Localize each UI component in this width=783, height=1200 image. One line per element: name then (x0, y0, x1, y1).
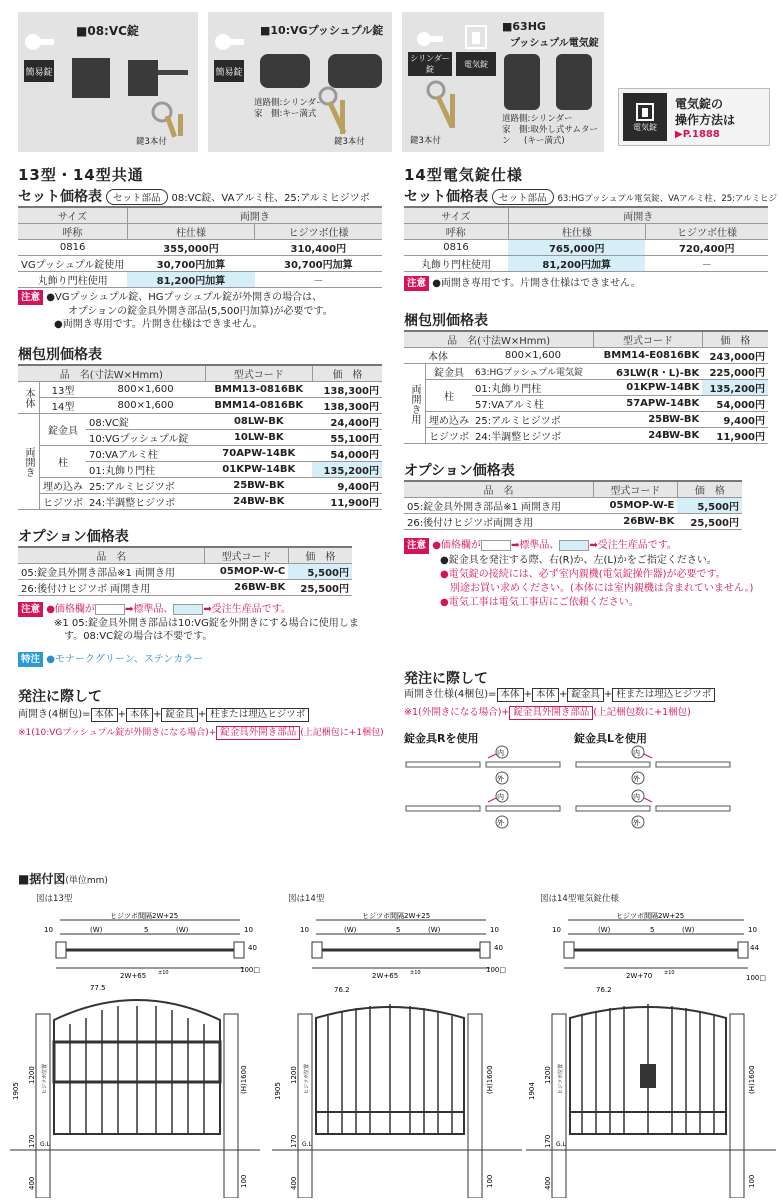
table-row: 丸飾り門柱使用 81,200円加算 － (404, 256, 768, 272)
svg-text:2W+65: 2W+65 (120, 972, 147, 980)
svg-text:1200: 1200 (28, 1066, 36, 1084)
vg-lock-title: ■10:VGプッシュプル錠 (260, 24, 384, 37)
table-row: 両開き用 錠金具 63:HGプッシュプル電気錠 63LW(R・L)-BK 225,000円 (404, 364, 768, 380)
left-heading: 13型・14型共通 (18, 166, 144, 184)
inside-label: 内 (633, 793, 640, 801)
table-row: VGプッシュプル錠使用 30,700円加算 30,700円加算 (18, 256, 382, 272)
svg-text:G.L: G.L (556, 1141, 566, 1148)
right-opt-title: オプション価格表 (404, 463, 515, 479)
svg-text:ヒジツボ位置: ヒジツボ位置 (42, 1063, 48, 1094)
outside-label: 外 (497, 775, 504, 783)
svg-text:77.5: 77.5 (90, 984, 106, 992)
caution-tag: 注意 (18, 602, 43, 617)
outside-label: 外 (497, 819, 504, 827)
vg-lock-photo (208, 12, 392, 152)
lock-l-inward (576, 746, 730, 784)
svg-text:ヒジツボ位置: ヒジツボ位置 (558, 1063, 564, 1094)
hg-lock-photo (402, 12, 604, 152)
left-pack-table: 品 名(寸法W×Hmm) 型式コード 価 格 本体 13型 800×1,600 BMM13-0816BK 138,300円 14型 800×1,600 BMM14-0816BK 138,300円 両開き 錠金具 08:VC錠 08LW-BK 24,400円 10:VGプッシュプル錠 10LW-BK 55,100円 柱 70:VAアルミ柱 70APW-14BK 54,000円 01:丸飾り門柱 01KPW-14BK 135,200円 埋め込み 25:アルミヒジツボ 25BW-BK 9,400円 ヒジツボ 24:半調整ヒジツボ 24BW-BK 11,900円 (18, 364, 382, 510)
svg-text:100: 100 (240, 1174, 248, 1188)
hg-lock-icon (502, 50, 598, 114)
table-row: 14型 800×1,600 BMM14-0816BK 138,300円 (18, 398, 382, 414)
table-row: 0816 355,000円 310,400円 (18, 240, 382, 256)
svg-text:G.L: G.L (40, 1141, 50, 1148)
svg-text:±10: ±10 (664, 970, 675, 976)
vc-key-count: 鍵3本付 (136, 137, 167, 147)
svg-text:2W+65: 2W+65 (372, 972, 399, 980)
lock-r-inward (406, 746, 560, 784)
table-row: 柱 01:丸飾り門柱 01KPW-14BK 135,200円 (404, 380, 768, 396)
key-icon (416, 28, 446, 50)
svg-text:5: 5 (144, 926, 149, 934)
svg-text:±10: ±10 (410, 970, 421, 976)
cylinder-lock-tag: シリンダー錠 (408, 52, 452, 76)
left-order-title: 発注に際して (18, 689, 102, 705)
svg-text:400: 400 (28, 1176, 36, 1190)
table-row: 本体 800×1,600 BMM14-E0816BK 243,000円 (404, 348, 768, 364)
left-pack-title: 梱包別価格表 (18, 347, 102, 363)
plan-view-13 (40, 910, 270, 986)
table-row: ヒジツボ 24:半調整ヒジツボ 24BW-BK 11,900円 (18, 494, 382, 510)
right-set-table: サイズ 両開き 呼称 柱仕様 ヒジツボ仕様 0816 765,000円 720,400円 丸飾り門柱使用 81,200円加算 － (404, 206, 768, 272)
svg-text:10: 10 (300, 926, 309, 934)
left-opt-title: オプション価格表 (18, 529, 129, 545)
set-parts-list: 63:HGプッシュプル電気錠、VAアルミ柱、25:アルミヒジ (557, 194, 778, 204)
simple-lock-tag: 簡易錠 (214, 60, 244, 82)
svg-text:ヒジツボ間隔2W+25: ヒジツボ間隔2W+25 (110, 912, 179, 920)
info-line-1: 電気錠の (675, 97, 724, 111)
svg-text:(H)1600: (H)1600 (748, 1065, 756, 1094)
elevation-14 (272, 984, 522, 1198)
lock-l-label: 錠金具Lを使用 (574, 732, 648, 745)
elevation-13 (10, 984, 260, 1198)
left-order-note: ※1(10:VGプッシュプル錠が外開きになる場合)+ 錠金具外開き部品 (上記梱包に+1梱包) (18, 727, 384, 738)
hg-lock-title-2: プッシュプル電気錠 (510, 38, 599, 49)
caution-tag: 注意 (18, 290, 43, 305)
keys-icon (314, 86, 364, 142)
white-swatch (95, 604, 125, 615)
right-heading: 14型電気錠仕様 (404, 166, 523, 184)
set-parts-pill: セット部品 (492, 189, 554, 205)
svg-text:1200: 1200 (544, 1066, 552, 1084)
electric-lock-info[interactable] (618, 88, 770, 146)
caution-tag: 注意 (404, 538, 429, 554)
left-special: 特注 ●モナークグリーン、ステンカラー (18, 652, 203, 667)
lock-r-label: 錠金具Rを使用 (404, 732, 479, 745)
simple-lock-tag: 簡易錠 (24, 60, 54, 82)
svg-text:(H)1600: (H)1600 (486, 1065, 494, 1094)
hg-spec-key: (キー満式) (524, 136, 565, 146)
caution-tag: 注意 (404, 276, 429, 291)
lock-direction-diagram (400, 744, 770, 830)
plan-view-14 (296, 910, 526, 986)
hand-icon (635, 102, 655, 122)
drawing-caption-13: 図は13型 (36, 894, 73, 904)
svg-text:10: 10 (552, 926, 561, 934)
table-row: 01:丸飾り門柱 01KPW-14BK 135,200円 (18, 462, 382, 478)
svg-text:1905: 1905 (12, 1082, 20, 1100)
svg-text:76.2: 76.2 (334, 986, 350, 994)
left-order-line: 両開き(4梱包)= 本体 + 本体 + 錠金具 + 柱または埋込ヒジツボ (18, 708, 309, 722)
svg-text:40: 40 (248, 944, 257, 952)
lock-r-outward (406, 790, 560, 828)
svg-text:170: 170 (28, 1134, 36, 1148)
electric-lock-tag: 電気錠 (456, 52, 496, 76)
outside-label: 外 (633, 819, 640, 827)
table-row: 両開き 錠金具 08:VC錠 08LW-BK 24,400円 (18, 414, 382, 430)
lock-l-outward (576, 790, 730, 828)
blue-swatch (559, 540, 589, 551)
svg-text:(W): (W) (90, 926, 103, 934)
svg-text:5: 5 (396, 926, 401, 934)
table-row: ヒジツボ 24:半調整ヒジツボ 24BW-BK 11,900円 (404, 428, 768, 444)
right-pack-table: 品 名(寸法W×Hmm) 型式コード 価 格 本体 800×1,600 BMM14-E0816BK 243,000円 両開き用 錠金具 63:HGプッシュプル電気錠 63LW(R・L)-BK 225,000円 柱 01:丸飾り門柱 01KPW-14BK 135,200円 57:VAアルミ柱 57APW-14BK 54,000円 埋め込み 25:アルミヒジツボ 25BW-BK 9,400円 ヒジツボ 24:半調整ヒジツボ 24BW-BK 11,900円 (404, 330, 768, 444)
right-notes: 注意 ●価格欄が ➡標準品、 ➡受注生産品です。 ●錠金具を発注する際、右(R)か、左(L)かをご指定ください。 ●電気錠の接続には、必ず室内親機(電気錠操作器)が必要です。 別途お買い求めください。(本体には室内親機は含まれていません。) ●電気工事は電気工事店にご依頼ください。 (404, 538, 774, 610)
inside-label: 内 (633, 749, 640, 757)
svg-text:400: 400 (544, 1176, 552, 1190)
svg-text:10: 10 (244, 926, 253, 934)
svg-text:±10: ±10 (158, 970, 169, 976)
svg-text:170: 170 (290, 1134, 298, 1148)
vg-key-count: 鍵3本付 (334, 137, 365, 147)
svg-text:100□: 100□ (240, 966, 260, 974)
table-row: 埋め込み 25:アルミヒジツボ 25BW-BK 9,400円 (18, 478, 382, 494)
svg-text:400: 400 (290, 1176, 298, 1190)
svg-text:(W): (W) (598, 926, 611, 934)
left-set-notes: 注意 ●VGプッシュプル錠、HGプッシュプル錠が外開きの場合は、 オプションの錠金具外開き部品(5,500円加算)が必要です。 ●両開き専用です。片開き仕様はできません。 (18, 290, 382, 331)
vg-spec-home: 家 側:キー満式 (254, 109, 317, 119)
svg-text:1200: 1200 (290, 1066, 298, 1084)
key-icon (214, 30, 246, 54)
right-order-note: ※1(外開きになる場合)+ 錠金具外開き部品 (上記梱包数に+1梱包) (404, 707, 691, 718)
svg-text:(W): (W) (176, 926, 189, 934)
table-row: 柱 70:VAアルミ柱 70APW-14BK 54,000円 (18, 446, 382, 462)
svg-text:(W): (W) (682, 926, 695, 934)
hg-spec-road: 道路側:シリンダー (502, 114, 573, 124)
left-set-title: セット価格表 セット部品 08:VC錠、VAアルミ柱、25:アルミヒジツボ (18, 189, 370, 205)
hg-key-count: 鍵3本付 (410, 136, 441, 146)
svg-text:100□: 100□ (486, 966, 506, 974)
right-set-note: 注意 ●両開き専用です。片開き仕様はできません。 (404, 276, 641, 291)
table-row: 26:後付けヒジツボ 両開き用 26BW-BK 25,500円 (18, 580, 352, 596)
table-row: 0816 765,000円 720,400円 (404, 240, 768, 256)
svg-text:G.L: G.L (302, 1141, 312, 1148)
set-parts-list: 08:VC錠、VAアルミ柱、25:アルミヒジツボ (171, 193, 370, 204)
inside-label: 内 (497, 749, 504, 757)
right-order-line: 両開き仕様(4梱包)= 本体 + 本体 + 錠金具 + 柱または埋込ヒジツボ (404, 688, 715, 702)
svg-text:76.2: 76.2 (596, 986, 612, 994)
table-row: 26:後付けヒジツボ両開き用 26BW-BK 25,500円 (404, 514, 742, 530)
table-row: 埋め込み 25:アルミヒジツボ 25BW-BK 9,400円 (404, 412, 768, 428)
table-row: 本体 13型 800×1,600 BMM13-0816BK 138,300円 (18, 382, 382, 398)
table-row: 10:VGプッシュプル錠 10LW-BK 55,100円 (18, 430, 382, 446)
left-opt-table: 品 名 型式コード 価 格 05:錠金具外開き部品※1 両開き用 05MOP-W-C 5,500円 26:後付けヒジツボ 両開き用 26BW-BK 25,500円 (18, 546, 352, 596)
svg-text:40: 40 (494, 944, 503, 952)
info-line-2: 操作方法は (675, 113, 736, 127)
install-title: ■据付図(単位mm) (18, 872, 108, 886)
svg-text:(W): (W) (428, 926, 441, 934)
keys-icon (422, 80, 478, 136)
drawing-caption-14: 図は14型 (288, 894, 325, 904)
info-page-link[interactable]: ▶P.1888 (675, 129, 720, 140)
svg-text:1904: 1904 (528, 1082, 536, 1100)
inside-label: 内 (497, 793, 504, 801)
white-swatch (481, 540, 511, 551)
elevation-14e (526, 984, 776, 1198)
svg-text:(H)1600: (H)1600 (240, 1065, 248, 1094)
svg-text:10: 10 (44, 926, 53, 934)
vc-lock-photo (18, 12, 198, 152)
outside-label: 外 (633, 775, 640, 783)
plan-view-14e (548, 910, 778, 986)
left-opt-notes: 注意 ●価格欄が ➡標準品、 ➡受注生産品です。 ※1 05:錠金具外開き部品は10:VG錠を外開きにする場合に使用しま す。08:VC錠の場合は不要です。 (18, 602, 382, 643)
svg-text:(W): (W) (344, 926, 357, 934)
hg-spec-home: 家 側:取外し式サムターン (502, 125, 598, 146)
table-row: 05:錠金具外開き部品※1 両開き用 05MOP-W-C 5,500円 (18, 564, 352, 580)
svg-text:170: 170 (544, 1134, 552, 1148)
key-icon (24, 30, 56, 54)
svg-text:1905: 1905 (274, 1082, 282, 1100)
svg-text:100: 100 (748, 1174, 756, 1188)
right-order-title: 発注に際して (404, 671, 488, 687)
svg-text:44: 44 (750, 944, 759, 952)
right-set-title: セット価格表 セット部品 63:HGプッシュプル電気錠、VAアルミ柱、25:アルミヒジ (404, 186, 783, 222)
vc-lock-icon (70, 50, 190, 140)
set-parts-pill: セット部品 (106, 189, 168, 205)
hand-icon (464, 24, 488, 50)
svg-text:10: 10 (490, 926, 499, 934)
svg-text:ヒジツボ間隔2W+25: ヒジツボ間隔2W+25 (616, 912, 685, 920)
right-opt-table: 品 名 型式コード 価 格 05:錠金具外開き部品※1 両開き用 05MOP-W-E 5,500円 26:後付けヒジツボ両開き用 26BW-BK 25,500円 (404, 480, 742, 530)
svg-text:ヒジツボ位置: ヒジツボ位置 (304, 1063, 310, 1094)
drawing-caption-14e: 図は14型電気錠仕様 (540, 894, 619, 904)
left-set-table: サイズ 両開き 呼称 柱仕様 ヒジツボ仕様 0816 355,000円 310,400円 VGプッシュプル錠使用 30,700円加算 30,700円加算 丸飾り門柱使用 81,200円加算 － (18, 206, 382, 288)
svg-text:100: 100 (486, 1174, 494, 1188)
right-pack-title: 梱包別価格表 (404, 313, 488, 329)
vg-spec-road: 道路側:シリンダー (254, 98, 325, 108)
svg-text:2W+70: 2W+70 (626, 972, 653, 980)
vc-lock-title: ■08:VC錠 (76, 24, 139, 38)
special-order-tag: 特注 (18, 652, 43, 667)
blue-swatch (173, 604, 203, 615)
table-row: 丸飾り門柱使用 81,200円加算 － (18, 272, 382, 288)
svg-text:5: 5 (650, 926, 655, 934)
hg-lock-title-1: ■63HG (502, 20, 546, 33)
table-row: 57:VAアルミ柱 57APW-14BK 54,000円 (404, 396, 768, 412)
electric-lock-tag: 電気錠 (623, 93, 667, 141)
svg-text:ヒジツボ間隔2W+25: ヒジツボ間隔2W+25 (362, 912, 431, 920)
table-row: 05:錠金具外開き部品※1 両開き用 05MOP-W-E 5,500円 (404, 498, 742, 514)
svg-text:10: 10 (748, 926, 757, 934)
svg-text:100□: 100□ (746, 974, 766, 982)
